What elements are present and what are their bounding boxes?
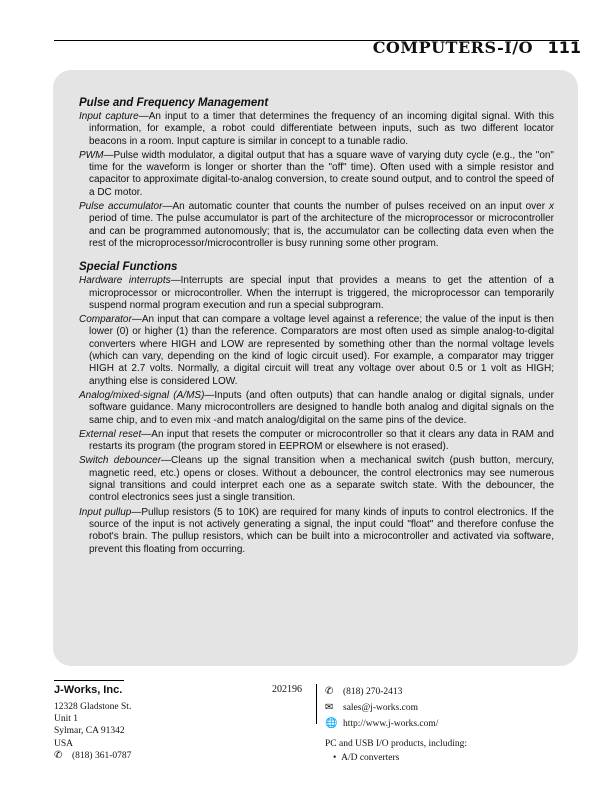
ad-divider [54,680,124,681]
definition-part-a: —An automatic counter that counts the number of pulses received on an input over [162,201,550,213]
definition: —Cleans up the signal transition when a mechanical switch (push button, mercury, magnetic reed, etc.) opens or closes. Without a debouncer, the control electronics may see numerous signal transitions and could interpret each one as a separate switch state. With the debouncer, the control electronics sees just a single transition. [89,455,555,504]
products-intro: PC and USB I/O products, including: [325,739,467,749]
web-link[interactable]: http://www.j-works.com/ [343,719,439,729]
ad-code: 202196 [272,684,302,695]
definition: —Inputs (and often outputs) that can handle analog or digital signals, under software guidance. Many microcontrollers are designed to handle both analog and digital signals on the same chip, and to even mix -and match analog/digital on the same pins of the device. [89,389,555,426]
entry-analog-mixed-signal [79,390,554,427]
term: Analog/mixed-signal (A/MS) [79,389,205,401]
definition-part-b: period of time. The pulse accumulator is part of the architecture of the microprocessor or microcontroller and can be programmed autonomously; that is, the accumulator can be collecting data even when the rest of the microprocessor/microcontroller is busy running some other program. [89,213,554,249]
term: Hardware interrupts [79,275,171,287]
term: External reset [79,428,142,440]
article-body [79,96,554,558]
address-line: USA [54,738,74,749]
definition: —An input that resets the computer or microcontroller so that it clears any data in RAM and restarts its program (the program stored in EEPROM or elsewhere is not erased). [89,428,554,453]
ad-vertical-divider [316,684,317,724]
entry-pulse-accumulator [79,201,554,250]
term: Input pullup [79,506,132,518]
email-link[interactable]: sales@j-works.com [343,703,418,713]
product-label: A/D converters [341,753,400,763]
entry-hardware-interrupts [79,275,554,312]
phone-icon: ✆ [54,750,63,761]
ad-company-name: J-Works, Inc. [54,684,123,696]
term: Comparator [79,314,132,326]
definition: —Pulse width modulator, a digital output that has a square wave of varying duty cycle (e.g., the "on" time for the waveform is longer or shorter than the "off" time). Often used with a simple resistor and capacitor to approximate digital-to-analog conversion, to create sound output, and to control the speed of a DC motor. [89,149,554,198]
address-line: Unit 1 [54,714,79,725]
address-line: 12328 Gladstone St. [54,702,132,712]
term: Switch debouncer [79,455,162,467]
product-item: • A/D converters [333,753,400,763]
definition: —Pullup resistors (5 to 10K) are required for many kinds of inputs to control electronics. If the source of the input is not actively generating a signal, the input could "float" and therefore confuse the robot's brain. The pullup resistors, which can be built into a microcontroller and activated via software, prevent this floating from occurring. [89,506,554,555]
running-header-title: COMPUTERS-I/O [372,38,533,57]
ad-address [54,701,131,750]
definition-variable: x [549,201,555,213]
entry-input-pullup [79,507,554,556]
entry-input-capture [79,111,554,148]
fax-icon: ✆ [325,686,334,697]
section-title-special-functions: Special Functions [79,261,178,274]
definition: —An input to a timer that determines the frequency of an incoming digital signal. With this information, for example, a robot could differentiate between inputs, such as two different locator beacons in a room. Input capture is similar in concept to a tunable radio. [89,111,554,147]
ad-contact [325,684,438,732]
entry-comparator [79,314,554,388]
ad-products [325,737,467,765]
entry-external-reset [79,429,554,454]
term: Input capture [79,111,139,122]
entry-switch-debouncer [79,455,554,504]
term: Pulse accumulator [79,201,163,213]
fax-number: (818) 270-2413 [343,687,403,697]
address-line: Sylmar, CA 91342 [54,726,125,737]
section-title-pulse-frequency: Pulse and Frequency Management [79,97,269,109]
globe-icon: 🌐 [325,718,338,729]
definition: —Interrupts are special input that provides a means to get the attention of a microprocessor or microcontroller. When the interrupt is triggered, the microprocessor can temporarily suspend normal program execution and run a special subprogram. [89,275,554,311]
page-number: 111 [547,38,581,57]
term: PWM [79,149,104,161]
email-icon: ✉ [325,702,334,713]
phone-number: (818) 361-0787 [72,751,132,761]
ad-phone [54,750,131,761]
definition: —An input that can compare a voltage level against a reference; the value of the input is then lower (0) or higher (1) than the reference. Comparators are most often used as simple analog-to-digital converters where HIGH and LOW are represented by something other than the normal voltage levels (which can vary, depending on the kind of logic circuit used). For example, a comparator may trigger HIGH at 2.7 volts. Normally, a digital circuit will treat any voltage over about 0.5 or 1 volt as HIGH; anything else is considered LOW. [89,314,554,387]
entry-pwm [79,150,554,199]
